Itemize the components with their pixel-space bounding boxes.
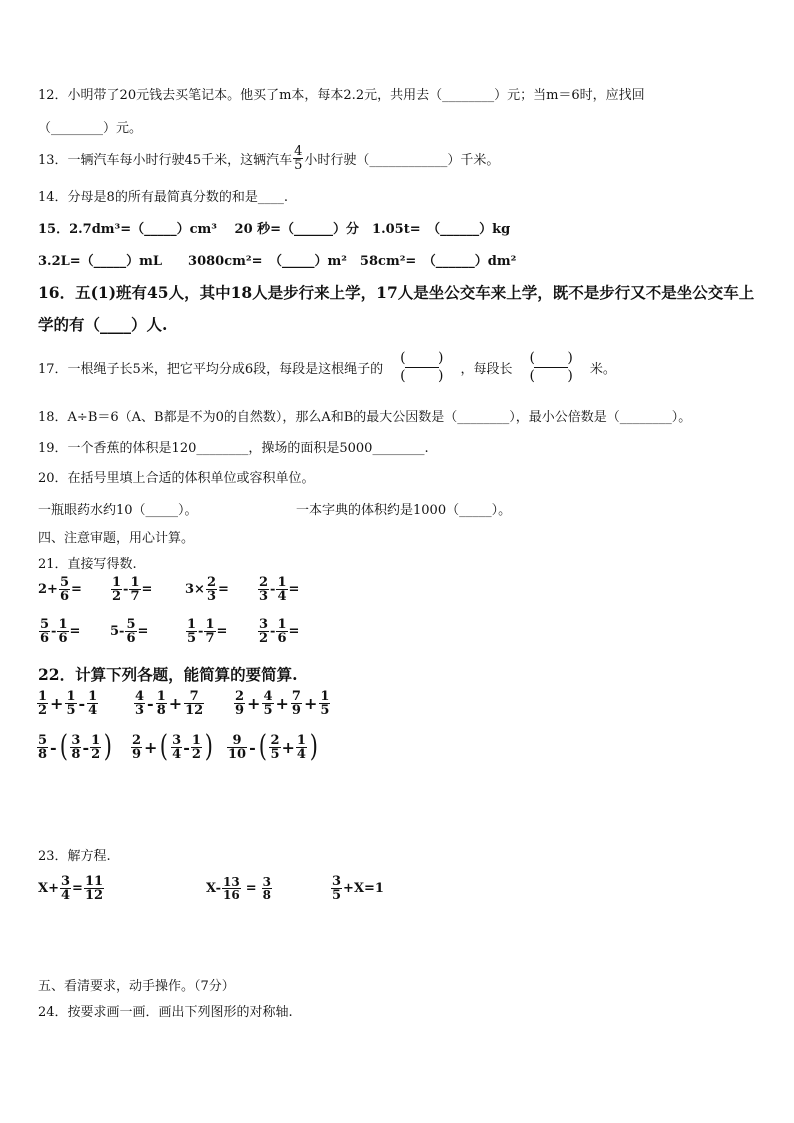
equals-sign: = — [137, 624, 149, 639]
operator: - — [270, 582, 276, 597]
section4-heading: 四、注意审题，用心计算。 — [38, 531, 195, 546]
fraction: 1 5 — [187, 617, 197, 646]
operator: + — [50, 694, 64, 713]
q15-line2: 3.2L=（_____）mL 3080cm²= （_____）m² 58cm²= （______）dm² — [38, 254, 517, 269]
fraction: $\frac{13}{16}$ — [223, 874, 240, 902]
operator: - — [270, 624, 276, 639]
equals-sign: = — [288, 582, 300, 597]
fraction: $\frac{11}{12}$ — [84, 873, 104, 903]
equals-sign: = — [71, 582, 82, 597]
fraction: $\frac{1}{4}$ — [296, 732, 306, 762]
operator: + — [144, 737, 158, 757]
q23-title: 23．解方程. — [38, 849, 111, 864]
fraction: $\frac{1}{6}$ — [277, 617, 287, 646]
q21-row2 — [38, 618, 329, 645]
q22-expr-6 — [226, 729, 320, 764]
fraction: 3 2 — [259, 617, 269, 646]
q23-eq2 — [206, 868, 273, 908]
left-paren: ( — [160, 729, 169, 764]
q22-expr-3 — [233, 690, 331, 717]
equation-prefix: X- — [206, 880, 222, 896]
fraction: $\frac{7}{9}$ — [291, 689, 301, 718]
q13-text-pre: 13．一辆汽车每小时行驶45千米，这辆汽车 — [38, 152, 293, 168]
equals-sign: = — [218, 582, 229, 597]
q19: 19．一个香蕉的体积是120________，操场的面积是5000________. — [38, 441, 429, 456]
q17 — [38, 344, 616, 390]
q13 — [38, 140, 499, 176]
q22-expr-5 — [130, 729, 215, 764]
q21-item — [185, 618, 257, 645]
operator: + — [281, 737, 295, 757]
equals-sign: = — [72, 880, 83, 896]
q17-blank-fraction-2: ( ) ( ) — [529, 349, 587, 384]
operator: - — [123, 582, 129, 597]
q21-title: 21．直接写得数. — [38, 557, 137, 572]
q21-item — [110, 576, 185, 603]
equals-sign: = — [69, 624, 81, 639]
fraction: $\frac{5}{6}$ — [126, 617, 136, 646]
fraction: $\frac{2}{3}$ — [206, 575, 216, 604]
equation-suffix: +X=1 — [343, 880, 384, 896]
q23-eq3 — [330, 868, 384, 908]
fraction: 3 4 — [172, 732, 182, 762]
right-paren: ) — [309, 729, 318, 764]
equals-sign: = — [216, 624, 228, 639]
right-paren: ) — [204, 729, 213, 764]
q20-line1: 20．在括号里填上合适的体积单位或容积单位。 — [38, 471, 315, 486]
q21-item — [257, 618, 329, 645]
operator: - — [50, 737, 57, 757]
equals-sign: = — [141, 582, 153, 597]
fraction: $\frac{3}{4}$ — [60, 873, 71, 903]
operator: + — [303, 694, 318, 713]
fraction: $\frac{1}{5}$ — [320, 689, 330, 718]
q17-text-post: 米。 — [589, 361, 616, 377]
fraction: 2 9 — [235, 689, 245, 718]
q21-item — [185, 576, 257, 603]
right-paren: ) — [103, 729, 113, 764]
q17-text-mid: ，每段长 — [460, 361, 513, 377]
operator: + — [275, 694, 289, 713]
section5-heading: 五、看清要求，动手操作。（7分） — [38, 979, 235, 994]
left-paren: ( — [258, 729, 267, 764]
operator: - — [51, 624, 57, 639]
q21-item — [38, 576, 110, 603]
q22-expr-2 — [133, 690, 205, 717]
fraction: 1 2 — [38, 689, 48, 718]
operator: - — [78, 694, 86, 713]
q16-line2: 学的有（____）人. — [38, 315, 168, 334]
operator: × — [194, 582, 205, 597]
operator: + — [247, 694, 261, 713]
fraction: 1 2 — [91, 732, 101, 762]
operator: - — [249, 737, 256, 757]
q22-title: 22．计算下列各题，能简算的要简算. — [38, 665, 298, 684]
q12-line1: 12．小明带了20元钱去买笔记本。他买了m本，每本2.2元，共用去（________）元；当m＝6时，应找回 — [38, 88, 645, 103]
operand: 2 — [38, 582, 48, 597]
fraction: $\frac{1}{7}$ — [130, 575, 140, 604]
fraction: 2 5 — [270, 732, 280, 762]
fraction: 2 9 — [132, 732, 142, 762]
q21-item — [257, 576, 329, 603]
fraction: 5 8 — [38, 732, 48, 762]
q18: 18．A÷B＝6（A、B都是不为0的自然数），那么A和B的最大公因数是（________），最小公倍数是（________）。 — [38, 410, 692, 425]
q13-text-post: 小时行驶（____________）千米。 — [304, 152, 500, 168]
q23-eq1 — [38, 868, 105, 908]
operand: 3 — [185, 582, 195, 597]
fraction: $\frac{7}{12}$ — [185, 689, 204, 718]
operator: - — [82, 737, 90, 757]
fraction: 4 3 — [135, 689, 145, 718]
fraction: 1 2 — [112, 575, 122, 604]
q17-text-pre: 17．一根绳子长5米，把它平均分成6段，每段是这根绳子的 — [38, 361, 384, 377]
equals-sign: = — [245, 880, 257, 896]
fraction: $\frac{1}{7}$ — [205, 617, 215, 646]
fraction: $\frac{3}{8}$ — [262, 874, 271, 902]
q16-line1: 16．五(1)班有45人，其中18人是步行来上学，17人是坐公交车来上学，既不是步行又不是坐公交车上 — [38, 283, 755, 302]
q15-line1: 15．2.7dm³=（_____）cm³ 20 秒=（______）分 1.05t= （______）kg — [38, 222, 511, 237]
operator: + — [168, 694, 183, 713]
fraction: 1 4 — [88, 689, 98, 718]
equation-prefix: X+ — [38, 880, 59, 896]
fraction: 1 2 — [191, 732, 201, 762]
operator: - — [147, 694, 154, 713]
fraction: $\frac{1}{4}$ — [277, 575, 287, 604]
q21-item — [110, 618, 185, 645]
fraction: 9 10 — [228, 732, 247, 762]
q13-fraction: 4 5 — [294, 143, 303, 173]
operator: - — [183, 737, 190, 757]
q22-expr-1 — [36, 690, 99, 717]
fraction: 3 8 — [71, 732, 81, 762]
fraction: $\frac{4}{5}$ — [263, 689, 273, 718]
q21-row1 — [38, 576, 329, 603]
q12-line2: （________）元。 — [38, 121, 143, 136]
q17-blank-fraction-1: ( ) ( ) — [400, 349, 458, 384]
fraction: $\frac{1}{6}$ — [58, 617, 68, 646]
operator: + — [47, 582, 58, 597]
operator: - — [198, 624, 204, 639]
fraction: 1 8 — [156, 689, 166, 718]
q22-expr-4 — [36, 729, 114, 764]
operator: - — [119, 624, 125, 639]
q21-item — [38, 618, 110, 645]
fraction: $\frac{1}{5}$ — [66, 689, 76, 718]
q14: 14．分母是8的所有最简真分数的和是____. — [38, 190, 288, 205]
fraction: $\frac{5}{6}$ — [59, 575, 69, 604]
left-paren: ( — [59, 729, 68, 764]
equals-sign: = — [288, 624, 300, 639]
operand: 5 — [110, 624, 120, 639]
fraction: 5 6 — [40, 617, 50, 646]
fraction: 2 3 — [259, 575, 269, 604]
q20-right: 一本字典的体积约是1000（_____）。 — [296, 503, 512, 518]
fraction: 3 5 — [332, 873, 342, 903]
q24: 24．按要求画一画．画出下列图形的对称轴. — [38, 1005, 293, 1020]
q20-left: 一瓶眼药水约10（_____）。 — [38, 503, 198, 518]
